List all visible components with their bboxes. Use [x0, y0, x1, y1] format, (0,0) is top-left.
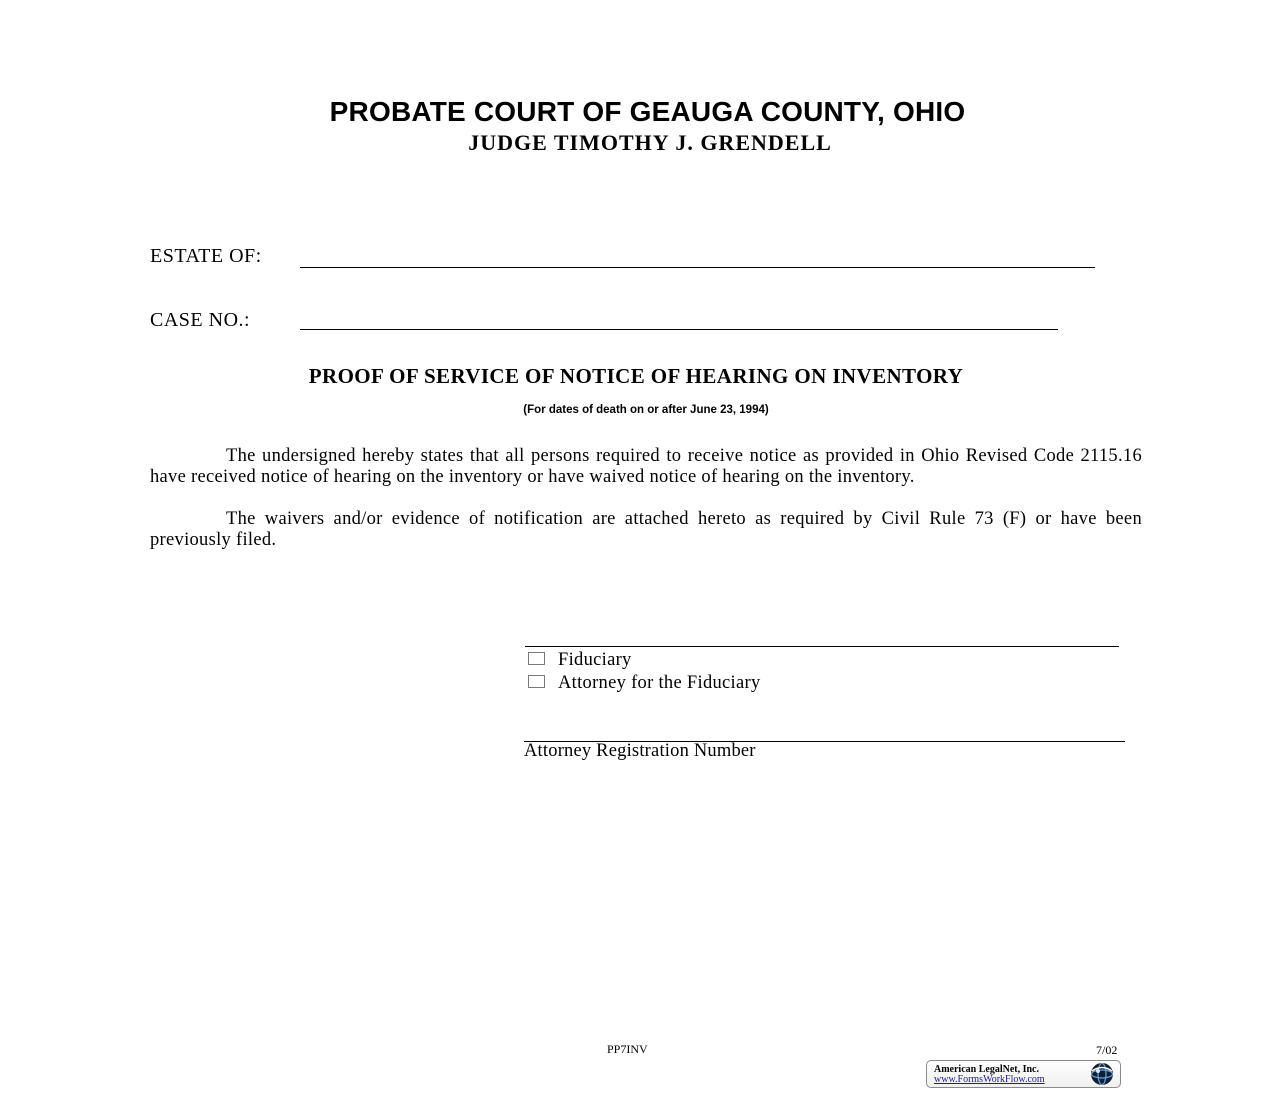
- waivers-paragraph: The waivers and/or evidence of notification are attached hereto as required by Civil Rule 73 (F) or have been previously filed.: [150, 509, 1142, 550]
- vendor-name: American LegalNet, Inc.: [934, 1064, 1039, 1075]
- case-number-label: CASE NO.:: [150, 309, 251, 331]
- attorney-label: Attorney for the Fiduciary: [558, 673, 761, 693]
- statement-paragraph: The undersigned hereby states that all persons required to receive notice as provided in Ohio Revised Code 2115.16 have received notice of hearing on the inventory or have waived notice of hearing on the inventory.: [150, 446, 1142, 487]
- vendor-logo-badge[interactable]: [926, 1060, 1121, 1088]
- judge-title: JUDGE TIMOTHY J. GRENDELL: [468, 130, 832, 155]
- form-code: PP7INV: [607, 1042, 648, 1056]
- estate-label: ESTATE OF:: [150, 245, 262, 267]
- estate-input-line[interactable]: [300, 267, 1095, 268]
- court-title: PROBATE COURT OF GEAUGA COUNTY, OHIO: [329, 96, 966, 127]
- form-subtitle: (For dates of death on or after June 23, 1994): [523, 404, 769, 416]
- form-title: PROOF OF SERVICE OF NOTICE OF HEARING ON INVENTORY: [308, 364, 964, 388]
- globe-logo-icon: [1087, 1062, 1117, 1086]
- registration-number-label: Attorney Registration Number: [524, 741, 756, 761]
- attorney-checkbox[interactable]: [528, 675, 545, 688]
- signature-line[interactable]: [525, 646, 1119, 647]
- revision-date: 7/02: [1096, 1043, 1118, 1057]
- case-number-input-line[interactable]: [300, 329, 1058, 330]
- vendor-url-link[interactable]: www.FormsWorkFlow.com: [934, 1074, 1045, 1085]
- fiduciary-checkbox[interactable]: [528, 652, 545, 665]
- fiduciary-label: Fiduciary: [558, 650, 632, 670]
